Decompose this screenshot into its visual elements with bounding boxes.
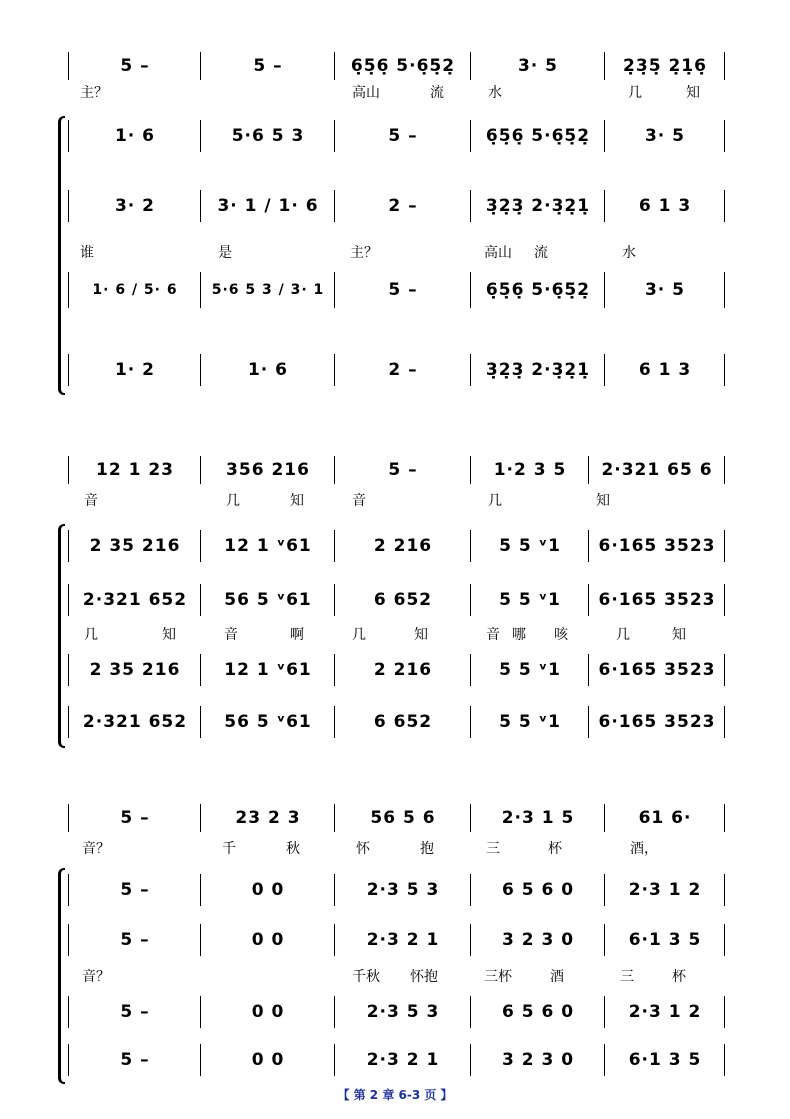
- barline: [68, 456, 69, 484]
- staff-row: [0, 580, 790, 620]
- barline: [588, 584, 589, 616]
- measure: 5 –: [120, 880, 150, 900]
- measure: 6 5 6 0: [501, 880, 575, 900]
- staff-row: [0, 116, 790, 156]
- barline: [334, 584, 335, 616]
- lyric: 怀抱: [410, 969, 438, 985]
- measure: 56 5 ᵛ61: [224, 590, 312, 610]
- barline: [604, 272, 605, 308]
- measure: 2·321 652: [82, 590, 188, 610]
- lyric: 几: [226, 493, 240, 509]
- measure: 5 –: [120, 808, 150, 828]
- measure: 3· 1 / 1· 6: [217, 196, 319, 216]
- measure: 5 5 ᵛ1: [499, 590, 561, 610]
- measure: 1· 6 / 5· 6: [92, 282, 178, 298]
- lyrics-line: [0, 838, 790, 862]
- lyric: 抱: [420, 841, 434, 857]
- lyrics-line: [0, 490, 790, 514]
- barline: [588, 654, 589, 686]
- lyric: 几: [616, 627, 630, 643]
- lyric: 怀: [356, 841, 370, 857]
- lyric: 水: [622, 245, 636, 261]
- lyric: 是: [218, 245, 232, 261]
- barline: [470, 706, 471, 738]
- barline: [470, 996, 471, 1028]
- barline: [200, 190, 201, 222]
- staff-row: [0, 270, 790, 310]
- barline: [334, 530, 335, 562]
- lyric: 知: [672, 627, 686, 643]
- lyric: 流: [430, 85, 444, 101]
- lyric: 知: [290, 493, 304, 509]
- measure: 2 –: [388, 360, 418, 380]
- measure: 6·1 3 5: [628, 1050, 702, 1070]
- lyric: 杯: [548, 841, 562, 857]
- barline: [604, 996, 605, 1028]
- barline: [200, 272, 201, 308]
- measure: 6·165 3523: [598, 590, 716, 610]
- barline: [334, 924, 335, 956]
- lyric: 千秋: [352, 969, 380, 985]
- barline: [588, 456, 589, 484]
- barline: [724, 924, 725, 956]
- lyric: 三: [486, 841, 500, 857]
- measure: 5 –: [120, 1050, 150, 1070]
- measure: 5 –: [388, 126, 418, 146]
- barline: [334, 52, 335, 80]
- measure: 0 0: [251, 880, 285, 900]
- barline: [68, 1044, 69, 1076]
- staff-row: [0, 992, 790, 1032]
- barline: [68, 120, 69, 152]
- barline: [724, 706, 725, 738]
- lyric: 几: [628, 85, 642, 101]
- measure: 0 0: [251, 1050, 285, 1070]
- lyric: 几: [488, 493, 502, 509]
- measure: 356 216: [226, 460, 310, 480]
- barline: [604, 804, 605, 832]
- lyrics-line: [0, 624, 790, 648]
- barline: [724, 874, 725, 906]
- barline: [334, 874, 335, 906]
- measure: 2·3 1 2: [628, 1002, 702, 1022]
- lyric: 啊: [290, 627, 304, 643]
- barline: [588, 706, 589, 738]
- lyric: 千: [222, 841, 236, 857]
- barline: [334, 654, 335, 686]
- barline: [68, 52, 69, 80]
- lyric: 主？: [350, 245, 378, 261]
- page-footer: 【 第 2 章 6-3 页 】: [337, 1088, 453, 1102]
- staff-row: [0, 920, 790, 960]
- barline: [724, 272, 725, 308]
- barline: [200, 584, 201, 616]
- staff-row: [0, 350, 790, 390]
- lyric: 知: [162, 627, 176, 643]
- barline: [604, 190, 605, 222]
- measure: 5 –: [120, 930, 150, 950]
- barline: [604, 874, 605, 906]
- measure: 6 1 3: [638, 360, 692, 380]
- barline: [724, 584, 725, 616]
- staff-row: [0, 870, 790, 910]
- barline: [200, 354, 201, 386]
- barline: [470, 530, 471, 562]
- measure: 23 2 3: [235, 808, 301, 828]
- lyric: 咳: [554, 627, 568, 643]
- score-system-3: [0, 790, 790, 1090]
- lyric: 音: [352, 493, 366, 509]
- measure: 3· 5: [517, 56, 559, 76]
- measure: 1· 2: [114, 360, 156, 380]
- lyrics-line: [0, 242, 790, 266]
- measure: 6·165 3523: [598, 536, 716, 556]
- lyric: 主？: [80, 85, 108, 101]
- measure: 2·3 2 1: [366, 1050, 440, 1070]
- measure: 6̣5̣6̣ 5·6̣5̣2̣: [485, 280, 591, 300]
- barline: [334, 456, 335, 484]
- barline: [470, 584, 471, 616]
- barline: [334, 272, 335, 308]
- measure: 3 2 3 0: [501, 1050, 575, 1070]
- barline: [200, 456, 201, 484]
- barline: [68, 584, 69, 616]
- measure: 5 –: [388, 460, 418, 480]
- barline: [334, 706, 335, 738]
- lyric: 三杯: [484, 969, 512, 985]
- staff-row: [0, 450, 790, 490]
- barline: [334, 120, 335, 152]
- barline: [724, 996, 725, 1028]
- barline: [604, 354, 605, 386]
- barline: [470, 924, 471, 956]
- barline: [724, 120, 725, 152]
- measure: 3 2 3 0: [501, 930, 575, 950]
- measure: 6̣5̣6̣ 5·6̣5̣2̣: [350, 56, 456, 76]
- barline: [200, 996, 201, 1028]
- barline: [200, 120, 201, 152]
- lyric: 三: [620, 969, 634, 985]
- barline: [200, 924, 201, 956]
- barline: [470, 354, 471, 386]
- staff-row: [0, 186, 790, 226]
- staff-row: [0, 650, 790, 690]
- barline: [588, 530, 589, 562]
- measure: 1·2 3 5: [493, 460, 567, 480]
- lyric: 几: [84, 627, 98, 643]
- measure: 6̣5̣6̣ 5·6̣5̣2̣: [485, 126, 591, 146]
- barline: [200, 52, 201, 80]
- staff-row: [0, 798, 790, 838]
- barline: [470, 190, 471, 222]
- barline: [334, 190, 335, 222]
- lyric: 高山: [484, 245, 512, 261]
- measure: 12 1 ᵛ61: [224, 536, 312, 556]
- measure: 12 1 ᵛ61: [224, 660, 312, 680]
- measure: 6 652: [373, 712, 433, 732]
- staff-row: [0, 46, 790, 86]
- measure: 6 1 3: [638, 196, 692, 216]
- measure: 3̣2̣3̣ 2·3̣2̣1̣: [485, 360, 591, 380]
- barline: [334, 996, 335, 1028]
- barline: [200, 530, 201, 562]
- staff-row: [0, 526, 790, 566]
- measure: 5 –: [120, 1002, 150, 1022]
- measure: 6·165 3523: [598, 660, 716, 680]
- staff-row: [0, 702, 790, 742]
- barline: [724, 804, 725, 832]
- measure: 5 –: [120, 56, 150, 76]
- barline: [724, 530, 725, 562]
- barline: [200, 804, 201, 832]
- measure: 2 216: [373, 660, 433, 680]
- lyric: 音？: [82, 841, 110, 857]
- lyrics-line: [0, 82, 790, 106]
- barline: [68, 874, 69, 906]
- barline: [604, 52, 605, 80]
- measure: 5·6 5 3 / 3· 1: [211, 282, 325, 298]
- measure: 3· 5: [644, 126, 686, 146]
- barline: [604, 924, 605, 956]
- barline: [724, 190, 725, 222]
- measure: 56 5 6: [370, 808, 436, 828]
- lyric: 谁: [80, 245, 94, 261]
- lyric: 音: [224, 627, 238, 643]
- lyric: 水: [488, 85, 502, 101]
- measure: 2·321 652: [82, 712, 188, 732]
- score-system-2: [0, 440, 790, 750]
- barline: [200, 654, 201, 686]
- score-system-1: [0, 38, 790, 398]
- measure: 0 0: [251, 930, 285, 950]
- barline: [68, 190, 69, 222]
- measure: 6·1 3 5: [628, 930, 702, 950]
- lyric: 知: [596, 493, 610, 509]
- measure: 6 5 6 0: [501, 1002, 575, 1022]
- lyric: 音: [486, 627, 500, 643]
- measure: 2̣3̣5̣ 2̣1̣6̣: [623, 56, 707, 76]
- measure: 6·165 3523: [598, 712, 716, 732]
- measure: 56 5 ᵛ61: [224, 712, 312, 732]
- measure: 5 5 ᵛ1: [499, 712, 561, 732]
- measure: 2 –: [388, 196, 418, 216]
- lyric: 秋: [286, 841, 300, 857]
- measure: 2 35 216: [89, 660, 181, 680]
- barline: [68, 804, 69, 832]
- lyric: 几: [352, 627, 366, 643]
- lyric: 杯: [672, 969, 686, 985]
- barline: [200, 1044, 201, 1076]
- barline: [724, 354, 725, 386]
- barline: [724, 456, 725, 484]
- barline: [68, 706, 69, 738]
- measure: 2·3 1 5: [501, 808, 575, 828]
- lyric: 酒: [550, 969, 564, 985]
- barline: [334, 1044, 335, 1076]
- staff-row: [0, 1040, 790, 1080]
- measure: 6 652: [373, 590, 433, 610]
- lyric: 知: [414, 627, 428, 643]
- measure: 3̣2̣3̣ 2·3̣2̣1̣: [485, 196, 591, 216]
- lyric: 知: [686, 85, 700, 101]
- barline: [334, 804, 335, 832]
- measure: 3· 5: [644, 280, 686, 300]
- barline: [68, 272, 69, 308]
- barline: [470, 1044, 471, 1076]
- barline: [68, 654, 69, 686]
- measure: 1· 6: [114, 126, 156, 146]
- measure: 2·3 5 3: [366, 880, 440, 900]
- lyric: 音？: [82, 969, 110, 985]
- barline: [68, 354, 69, 386]
- barline: [200, 706, 201, 738]
- barline: [470, 654, 471, 686]
- barline: [68, 530, 69, 562]
- barline: [334, 354, 335, 386]
- barline: [68, 924, 69, 956]
- barline: [604, 120, 605, 152]
- barline: [724, 1044, 725, 1076]
- measure: 3· 2: [114, 196, 156, 216]
- barline: [470, 52, 471, 80]
- measure: 2·3 2 1: [366, 930, 440, 950]
- measure: 5 –: [388, 280, 418, 300]
- measure: 1· 6: [247, 360, 289, 380]
- barline: [724, 52, 725, 80]
- barline: [470, 272, 471, 308]
- barline: [68, 996, 69, 1028]
- barline: [470, 874, 471, 906]
- barline: [200, 874, 201, 906]
- barline: [724, 654, 725, 686]
- measure: 61 6·: [638, 808, 692, 828]
- lyric: 酒，: [630, 841, 658, 857]
- measure: 2·3 1 2: [628, 880, 702, 900]
- measure: 5 –: [253, 56, 283, 76]
- measure: 5 5 ᵛ1: [499, 536, 561, 556]
- lyric: 流: [534, 245, 548, 261]
- measure: 12 1 23: [96, 460, 174, 480]
- measure: 5·6 5 3: [231, 126, 305, 146]
- barline: [604, 1044, 605, 1076]
- lyric: 音: [84, 493, 98, 509]
- measure: 2 35 216: [89, 536, 181, 556]
- barline: [470, 120, 471, 152]
- measure: 2 216: [373, 536, 433, 556]
- lyric: 高山: [352, 85, 380, 101]
- barline: [470, 804, 471, 832]
- measure: 0 0: [251, 1002, 285, 1022]
- barline: [470, 456, 471, 484]
- lyric: 哪: [512, 627, 526, 643]
- lyrics-line: [0, 966, 790, 990]
- measure: 2·3 5 3: [366, 1002, 440, 1022]
- measure: 5 5 ᵛ1: [499, 660, 561, 680]
- measure: 2·321 65 6: [601, 460, 713, 480]
